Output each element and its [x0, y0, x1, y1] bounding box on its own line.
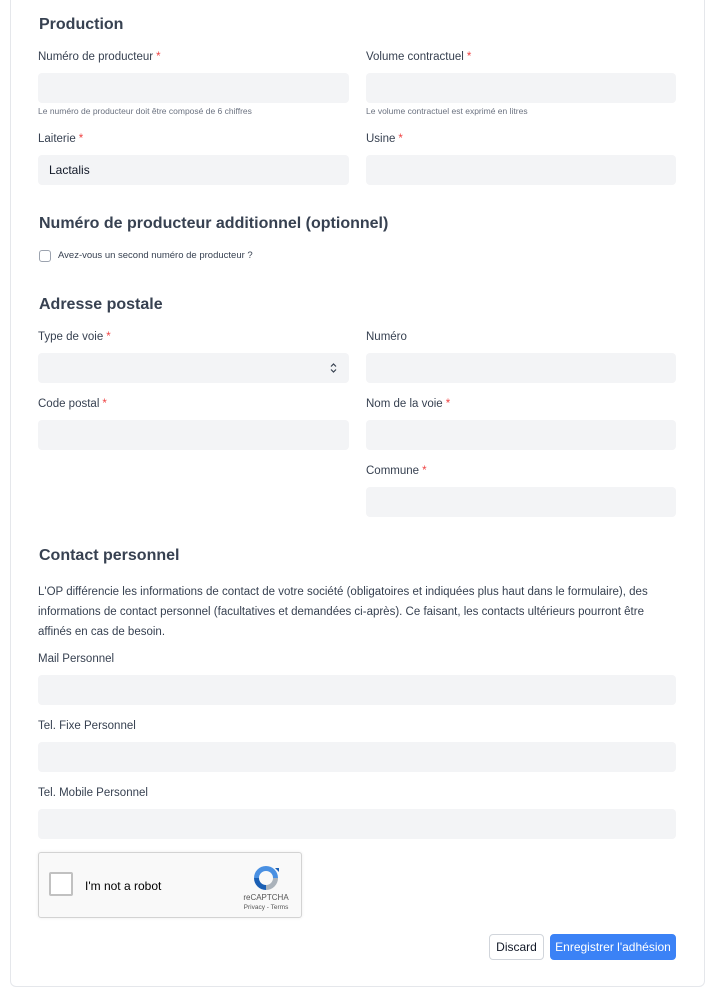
personal-mobile-phone-input[interactable] — [38, 809, 676, 839]
chevron-up-down-icon — [330, 362, 337, 374]
contract-volume-label: Volume contractuel * — [366, 51, 472, 63]
personal-mail-label: Mail Personnel — [38, 653, 115, 665]
contract-volume-hint: Le volume contractuel est exprimé en litres — [366, 106, 528, 116]
recaptcha-brand: reCAPTCHA — [243, 893, 289, 902]
required-marker: * — [102, 398, 107, 410]
contract-volume-input[interactable] — [366, 73, 676, 103]
personal-mail-input[interactable] — [38, 675, 676, 705]
street-number-input[interactable] — [366, 353, 676, 383]
personal-fixed-phone-input[interactable] — [38, 742, 676, 772]
postal-code-label: Code postal * — [38, 398, 107, 410]
discard-button[interactable]: Discard — [489, 934, 544, 960]
recaptcha-label: I'm not a robot — [85, 879, 162, 893]
section-title-additional: Numéro de producteur additionnel (optionnel) — [39, 215, 389, 232]
producer-number-label: Numéro de producteur * — [38, 51, 161, 63]
personal-mobile-phone-label: Tel. Mobile Personnel — [38, 787, 148, 799]
required-marker: * — [156, 51, 161, 63]
factory-input[interactable] — [366, 155, 676, 185]
required-marker: * — [106, 331, 111, 343]
dairy-label: Laiterie * — [38, 133, 84, 145]
section-title-address: Adresse postale — [39, 296, 163, 313]
required-marker: * — [78, 133, 84, 145]
second-producer-checkbox[interactable] — [39, 250, 51, 262]
commune-input[interactable] — [366, 487, 676, 517]
required-marker: * — [445, 398, 451, 410]
second-producer-checkbox-label: Avez-vous un second numéro de producteur ? — [58, 250, 253, 261]
recaptcha-logo-icon — [250, 862, 282, 894]
postal-code-input[interactable] — [38, 420, 349, 450]
section-title-production: Production — [39, 16, 124, 33]
recaptcha-privacy-terms-link[interactable]: Privacy - Terms — [243, 904, 289, 911]
recaptcha-widget — [38, 852, 302, 918]
contact-description: L'OP différencie les informations de contact de votre société (obligatoires et indiquées plus haut dans le formulaire), des informations de contact personnel (facultatives et demandées ci-après). Ce faisant, les contacts ultérieurs pourront être affinés en cas de besoin. — [38, 586, 648, 638]
producer-number-hint: Le numéro de producteur doit être composé de 6 chiffres — [38, 106, 252, 116]
commune-label: Commune * — [366, 465, 427, 477]
required-marker: * — [466, 51, 472, 63]
dairy-input[interactable] — [38, 155, 349, 185]
street-name-input[interactable] — [366, 420, 676, 450]
street-number-label: Numéro — [366, 331, 407, 343]
producer-number-input[interactable] — [38, 73, 349, 103]
street-type-select[interactable] — [38, 353, 349, 383]
street-name-label: Nom de la voie * — [366, 398, 451, 410]
required-marker: * — [422, 465, 427, 477]
section-title-contact: Contact personnel — [39, 547, 180, 564]
factory-label: Usine * — [366, 133, 403, 145]
street-type-label: Type de voie * — [38, 331, 111, 343]
personal-fixed-phone-label: Tel. Fixe Personnel — [38, 720, 136, 732]
save-membership-button[interactable]: Enregistrer l'adhésion — [550, 934, 676, 960]
recaptcha-checkbox[interactable] — [49, 872, 73, 896]
required-marker: * — [398, 133, 403, 145]
